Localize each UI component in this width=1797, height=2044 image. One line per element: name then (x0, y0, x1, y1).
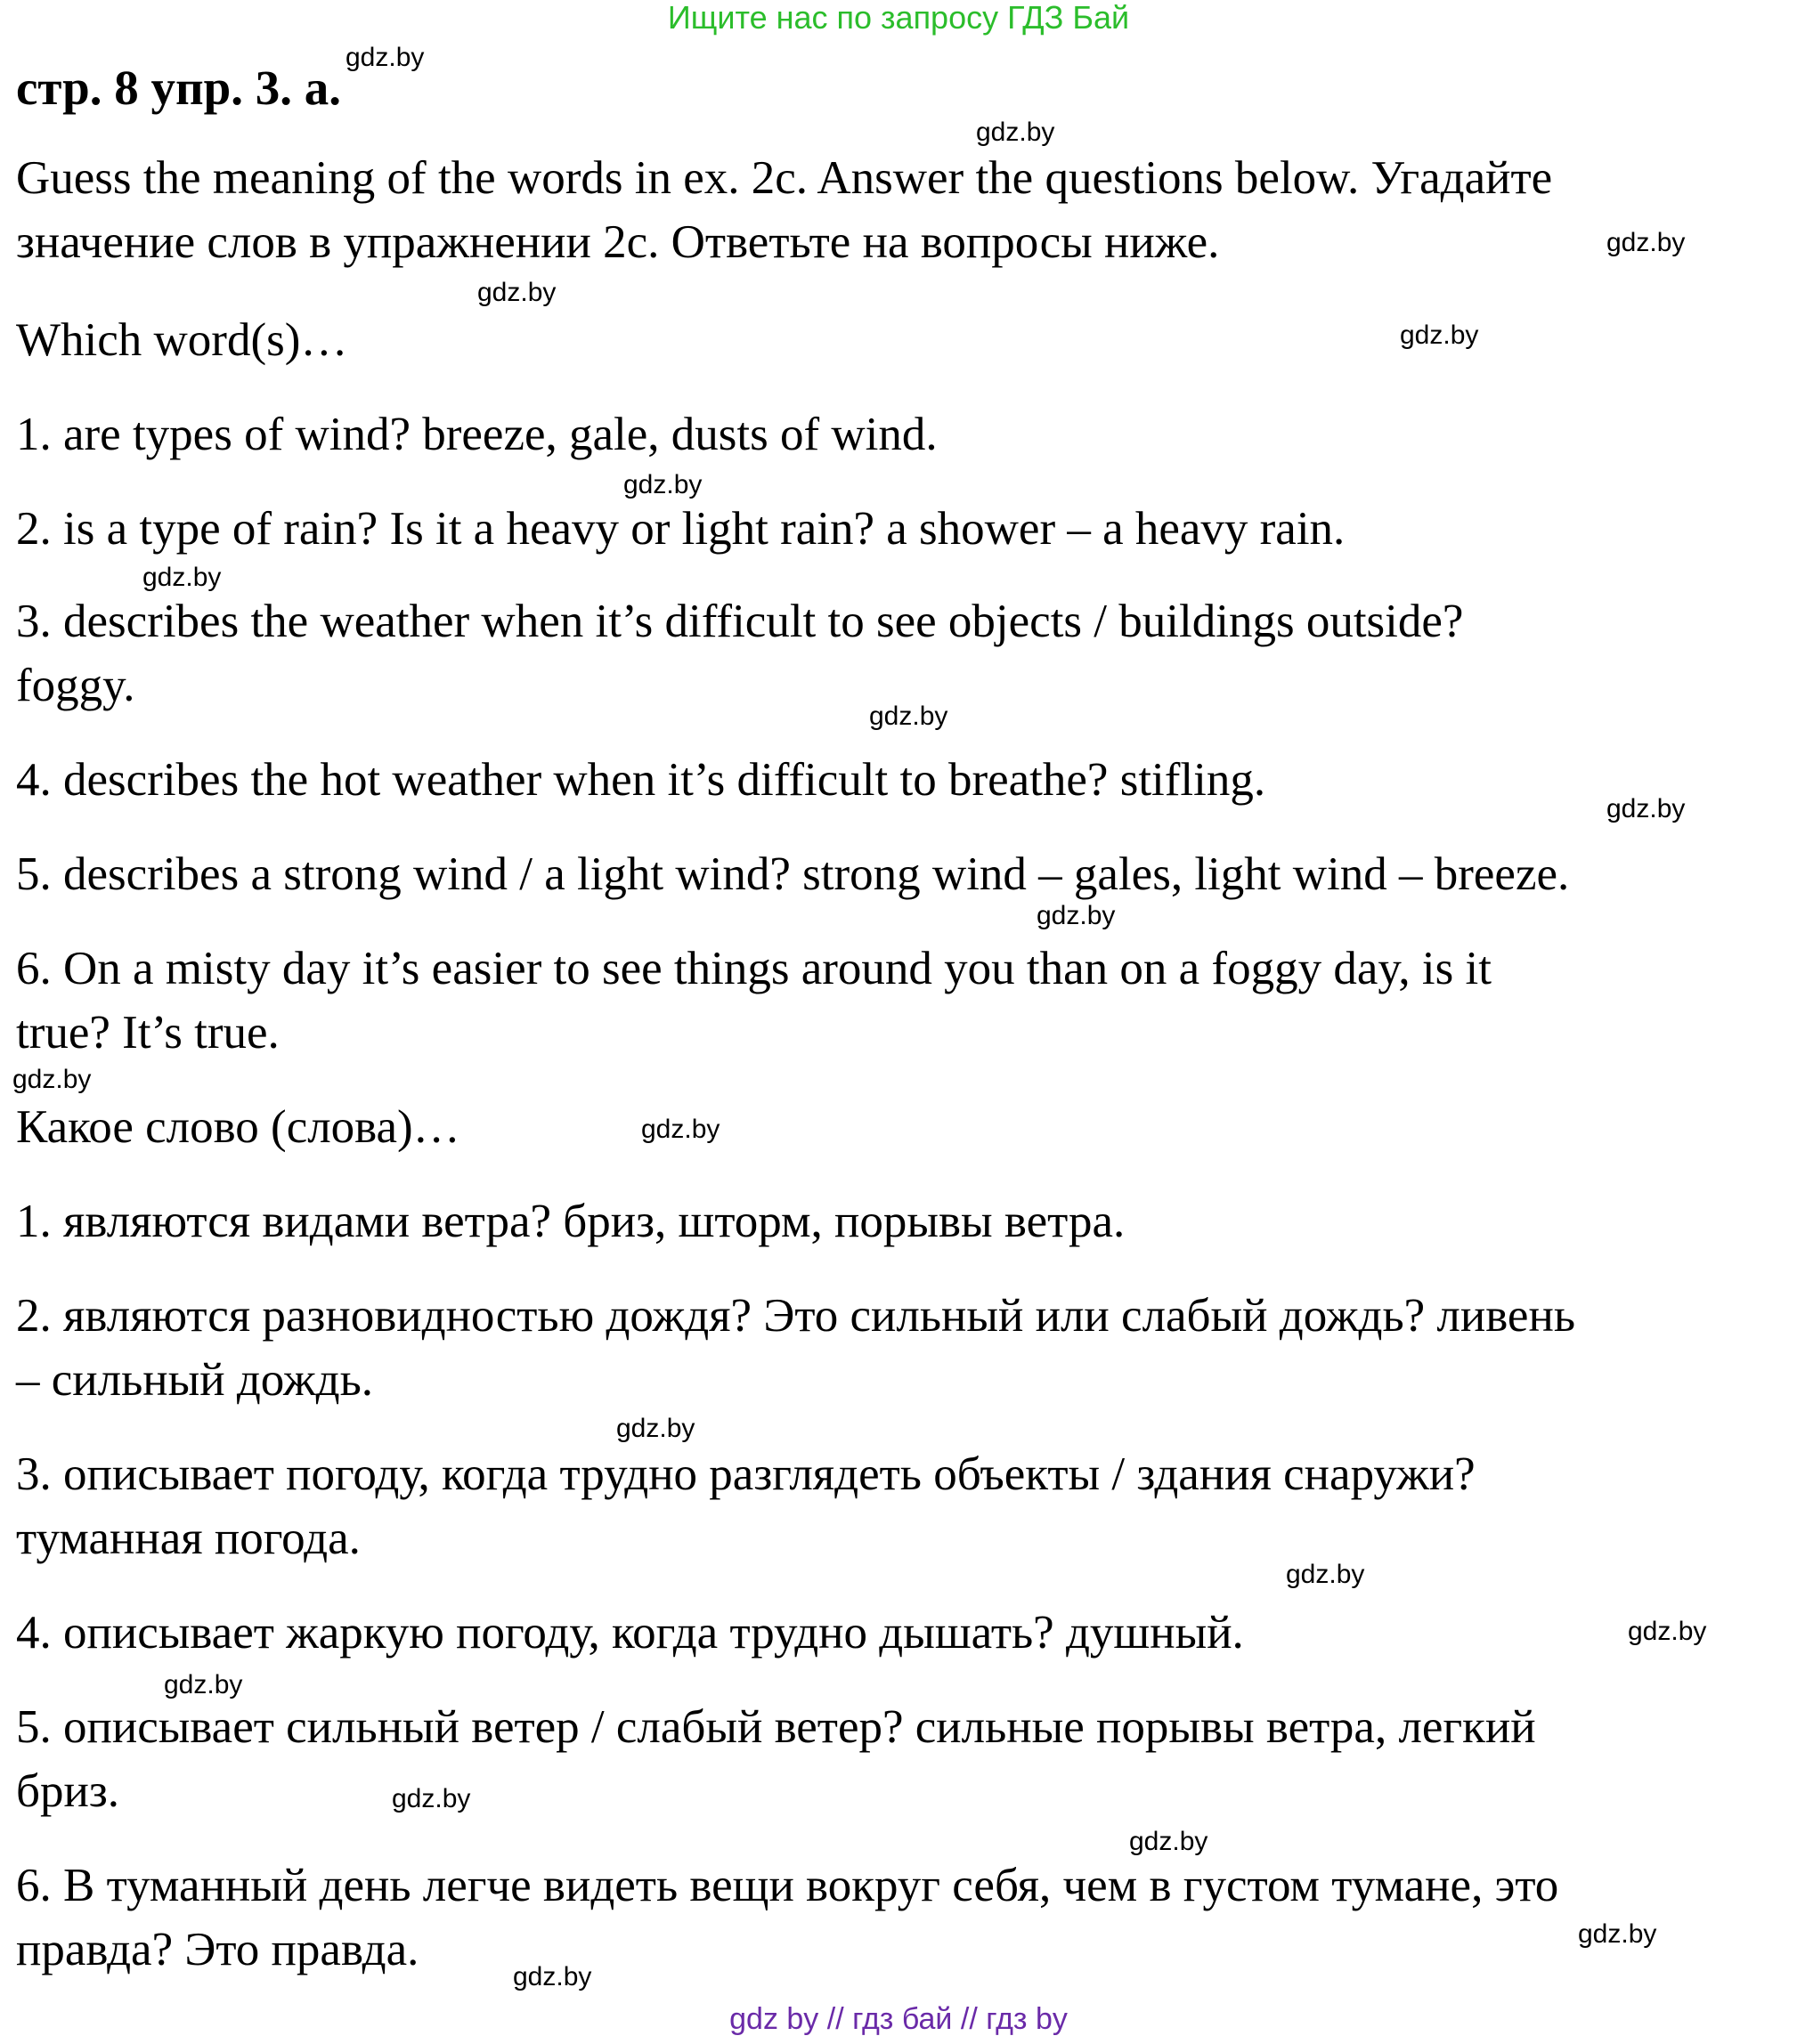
watermark: gdz.by (1606, 794, 1686, 823)
watermark: gdz.by (477, 278, 557, 307)
text-line: 6. В туманный день легче видеть вещи вокруг себя, чем в густом тумане, это (16, 1860, 1559, 1911)
text-line: 2. is a type of rain? Is it a heavy or light rain? a shower – a heavy rain. (16, 503, 1346, 555)
watermark: gdz.by (1129, 1827, 1208, 1856)
text-line: туманная погода. (16, 1513, 361, 1564)
text-line: 4. описывает жаркую погоду, когда трудно дышать? душный. (16, 1607, 1244, 1659)
watermark: gdz.by (1606, 228, 1686, 257)
watermark: gdz.by (513, 1962, 592, 1991)
text-line: правда? Это правда. (16, 1924, 419, 1975)
text-line: Guess the meaning of the words in ex. 2c. Answer the questions below. Угадайте (16, 152, 1553, 204)
watermark: gdz.by (164, 1670, 243, 1699)
watermark: gdz.by (142, 563, 222, 592)
text-line: 3. describes the weather when it’s difficult to see objects / buildings outside? (16, 596, 1464, 647)
watermark: gdz.by (976, 118, 1055, 147)
text-line: бриз. (16, 1765, 120, 1817)
watermark: gdz.by (1286, 1560, 1365, 1589)
watermark: gdz.by (346, 43, 425, 72)
text-line: 3. описывает погоду, когда трудно разглядеть объекты / здания снаружи? (16, 1448, 1476, 1500)
text-line: true? It’s true. (16, 1007, 280, 1058)
watermark: gdz.by (1578, 1919, 1657, 1949)
text-line: 2. являются разновидностью дождя? Это сильный или слабый дождь? ливень (16, 1290, 1575, 1342)
watermark: gdz.by (616, 1414, 695, 1443)
text-line: Which word(s)… (16, 314, 348, 366)
text-line: 5. describes a strong wind / a light wind? strong wind – gales, light wind – breeze. (16, 848, 1570, 900)
text-line: 1. являются видами ветра? бриз, шторм, порывы ветра. (16, 1196, 1126, 1247)
watermark: gdz.by (392, 1784, 471, 1813)
text-line: 6. On a misty day it’s easier to see things around you than on a foggy day, is it (16, 943, 1492, 994)
watermark: gdz.by (12, 1065, 92, 1094)
watermark: gdz.by (641, 1115, 720, 1144)
text-line: 5. описывает сильный ветер / слабый ветер? сильные порывы ветра, легкий (16, 1701, 1536, 1753)
watermark: gdz.by (869, 702, 948, 731)
footer-links: gdz by // гдз бай // гдз by (729, 2002, 1068, 2036)
text-line: Какое слово (слова)… (16, 1101, 460, 1153)
text-line: foggy. (16, 660, 135, 711)
text-line: 4. describes the hot weather when it’s difficult to breathe? stifling. (16, 754, 1266, 806)
watermark: gdz.by (623, 470, 703, 499)
watermark: gdz.by (1400, 320, 1479, 350)
text-line: значение слов в упражнении 2c. Ответьте на вопросы ниже. (16, 216, 1220, 268)
text-line: – сильный дождь. (16, 1354, 373, 1406)
page-heading: стр. 8 упр. 3. a. (16, 61, 341, 115)
watermark: gdz.by (1037, 901, 1116, 930)
search-banner: Ищите нас по запросу ГДЗ Бай (667, 0, 1130, 36)
watermark: gdz.by (1628, 1617, 1707, 1646)
text-line: 1. are types of wind? breeze, gale, dusts of wind. (16, 409, 938, 460)
